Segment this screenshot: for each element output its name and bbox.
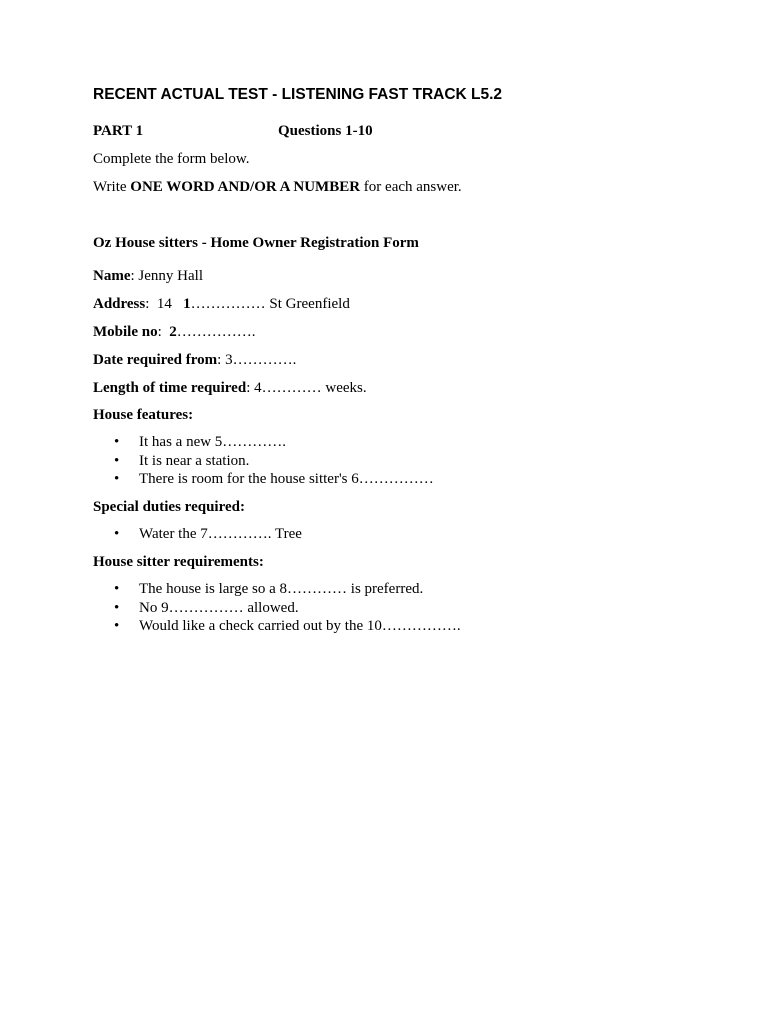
- instruction-line-1: Complete the form below.: [93, 151, 250, 167]
- field-label: Length of time required: [93, 380, 247, 396]
- instruction-text: Write: [93, 179, 131, 195]
- features-list: [93, 433, 434, 489]
- field-value: : Jenny Hall: [130, 268, 203, 284]
- field-mobile: [93, 322, 256, 342]
- answer-blank: …………… St Greenfield: [190, 296, 350, 312]
- field-date: [93, 350, 296, 370]
- field-name: [93, 266, 203, 286]
- field-value: : 14: [145, 296, 184, 312]
- instruction-word-limit: ONE WORD AND/OR A NUMBER: [130, 179, 361, 195]
- part-label: PART 1: [93, 123, 144, 139]
- section-heading-duties: Special duties required:: [93, 499, 245, 515]
- part-header: [93, 121, 493, 141]
- field-value: : 3………….: [217, 352, 297, 368]
- list-item: • Would like a check carried out by the 10…………….: [93, 617, 461, 636]
- list-item: • It has a new 5………….: [93, 433, 434, 452]
- field-value: : 4………… weeks.: [246, 380, 367, 396]
- instruction-line-2: [93, 177, 462, 197]
- question-number: 2: [169, 324, 177, 340]
- duties-list: [93, 525, 302, 544]
- field-label: Mobile no: [93, 324, 158, 340]
- document-title: RECENT ACTUAL TEST - LISTENING FAST TRACK L5.2: [93, 86, 503, 103]
- field-label: Date required from: [93, 352, 218, 368]
- list-item: • It is near a station.: [93, 452, 434, 471]
- list-item: • Water the 7…………. Tree: [93, 525, 302, 544]
- field-length: [93, 378, 367, 398]
- section-heading-requirements: House sitter requirements:: [93, 554, 264, 570]
- field-address: [93, 294, 350, 314]
- questions-range: Questions 1-10: [278, 123, 373, 139]
- list-item: • No 9…………… allowed.: [93, 599, 461, 618]
- question-number: 1: [183, 296, 191, 312]
- form-heading: Oz House sitters - Home Owner Registration Form: [93, 235, 419, 251]
- field-label: Address: [93, 296, 146, 312]
- instruction-text: for each answer.: [360, 179, 462, 195]
- requirements-list: [93, 580, 461, 636]
- field-label: Name: [93, 268, 131, 284]
- list-item: • There is room for the house sitter's 6……………: [93, 470, 434, 489]
- list-item: • The house is large so a 8………… is preferred.: [93, 580, 461, 599]
- field-value: :: [157, 324, 170, 340]
- answer-blank: …………….: [176, 324, 256, 340]
- section-heading-features: House features:: [93, 407, 194, 423]
